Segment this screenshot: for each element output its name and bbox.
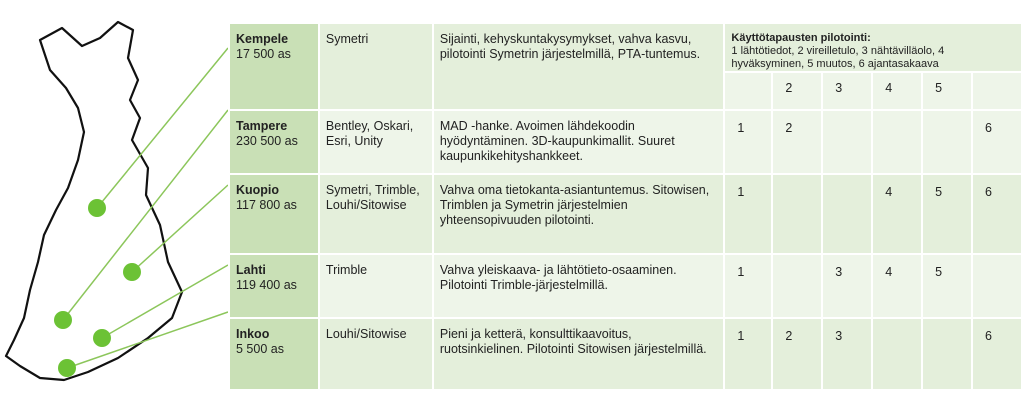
finland-map xyxy=(0,0,240,407)
use-col-header xyxy=(724,72,772,110)
map-dot-kuopio xyxy=(123,263,141,281)
use-case-cell: 2 xyxy=(772,318,822,390)
use-col-header: 3 xyxy=(822,72,872,110)
use-case-cell: 3 xyxy=(822,254,872,318)
use-case-cell: 4 xyxy=(872,174,922,254)
map-dot-tampere xyxy=(54,311,72,329)
use-col-header: 4 xyxy=(872,72,922,110)
use-case-cell: 6 xyxy=(972,174,1022,254)
use-col-header xyxy=(972,72,1022,110)
description-cell: Vahva yleiskaava- ja lähtötieto-osaaminen. Pilotointi Trimble-järjestelmillä. xyxy=(433,254,725,318)
pilot-cities-table xyxy=(228,22,1023,391)
description-cell: Pieni ja ketterä, konsulttikaavoitus, ruotsinkielinen. Pilotointi Sitowisen järjestelmillä. xyxy=(433,318,725,390)
use-case-cell: 1 xyxy=(724,174,772,254)
city-name-cell xyxy=(229,318,319,390)
city-name-cell xyxy=(229,110,319,174)
use-case-cell xyxy=(872,110,922,174)
city-name-cell xyxy=(229,254,319,318)
map-dot-kempele xyxy=(88,199,106,217)
systems-cell: Symetri, Trimble, Louhi/Sitowise xyxy=(319,174,433,254)
use-case-cell xyxy=(822,110,872,174)
use-col-header: 2 xyxy=(772,72,822,110)
map-dot-inkoo xyxy=(58,359,76,377)
use-case-cell xyxy=(772,174,822,254)
city-name: Lahti xyxy=(236,263,266,277)
use-case-cell xyxy=(972,254,1022,318)
use-case-header xyxy=(724,23,1022,72)
systems-cell: Bentley, Oskari, Esri, Unity xyxy=(319,110,433,174)
use-case-cell: 6 xyxy=(972,110,1022,174)
use-case-cell xyxy=(872,318,922,390)
city-name-cell xyxy=(229,174,319,254)
use-case-cell xyxy=(822,174,872,254)
use-case-cell: 1 xyxy=(724,318,772,390)
description-cell: Sijainti, kehyskuntakysymykset, vahva kasvu, pilotointi Symetrin järjestelmillä, PTA-tuntemus. xyxy=(433,23,725,110)
use-case-cell xyxy=(772,254,822,318)
city-population: 17 500 as xyxy=(236,47,291,61)
use-case-cell: 6 xyxy=(972,318,1022,390)
use-case-cell: 5 xyxy=(922,254,972,318)
use-case-cell xyxy=(922,110,972,174)
city-name: Kuopio xyxy=(236,183,280,197)
city-name: Inkoo xyxy=(236,327,270,341)
use-case-cell: 2 xyxy=(772,110,822,174)
city-name: Tampere xyxy=(236,119,288,133)
systems-cell: Louhi/Sitowise xyxy=(319,318,433,390)
use-case-cell: 1 xyxy=(724,254,772,318)
city-population: 117 800 as xyxy=(236,198,297,212)
use-case-cell: 5 xyxy=(922,174,972,254)
systems-cell: Symetri xyxy=(319,23,433,110)
city-name-cell xyxy=(229,23,319,110)
use-case-cell xyxy=(922,318,972,390)
description-cell: MAD -hanke. Avoimen lähdekoodin hyödyntäminen. 3D-kaupunkimallit. Suuret kaupunkikehityshankkeet. xyxy=(433,110,725,174)
use-case-title: Käyttötapausten pilotointi: xyxy=(731,32,871,44)
use-case-cell: 3 xyxy=(822,318,872,390)
city-population: 119 400 as xyxy=(236,278,297,292)
city-name: Kempele xyxy=(236,32,289,46)
map-dot-lahti xyxy=(93,329,111,347)
description-cell: Vahva oma tietokanta-asiantuntemus. Sitowisen, Trimblen ja Symetrin järjestelmien yhteensopivuuden pilotointi. xyxy=(433,174,725,254)
city-population: 230 500 as xyxy=(236,134,298,148)
use-case-legend: 1 lähtötiedot, 2 vireilletulo, 3 nähtävilläolo, 4 hyväksyminen, 5 muutos, 6 ajantasakaava xyxy=(731,45,945,70)
use-case-cell: 1 xyxy=(724,110,772,174)
systems-cell: Trimble xyxy=(319,254,433,318)
use-case-cell: 4 xyxy=(872,254,922,318)
city-population: 5 500 as xyxy=(236,342,284,356)
use-col-header: 5 xyxy=(922,72,972,110)
